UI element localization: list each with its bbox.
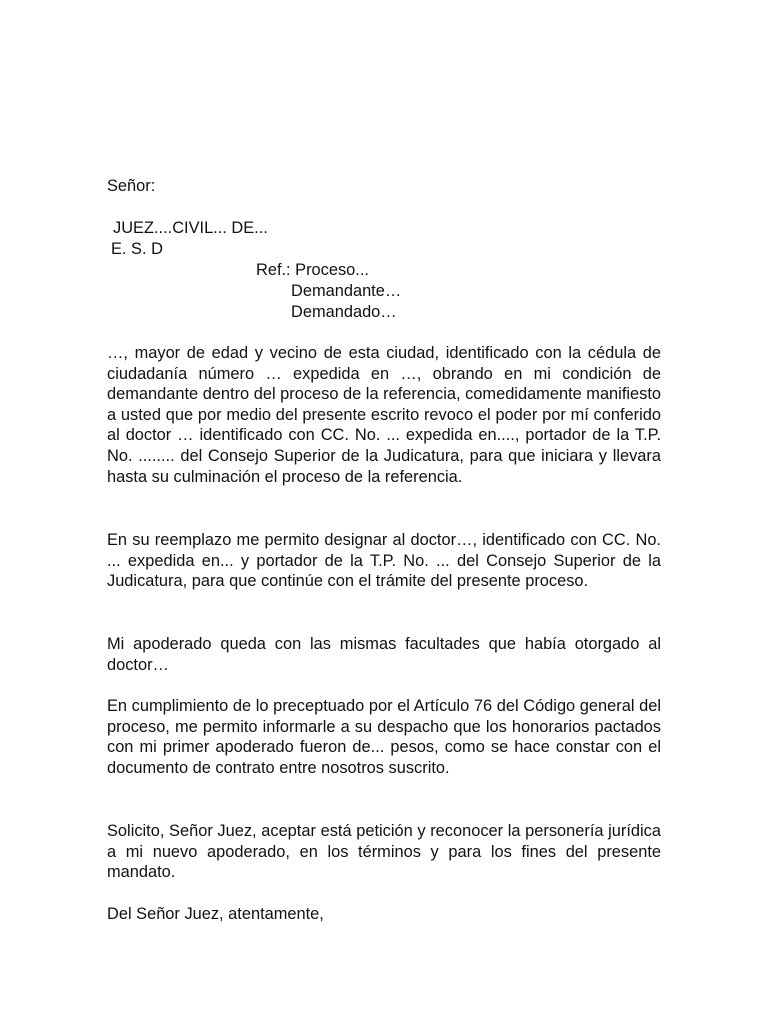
paragraph-replacement: En su reemplazo me permito designar al doctor…, identificado con CC. No. ... expedida en... y portador de la T.P. No. ... del Consejo Superior de la Judicatura, para que continúe con el trámite del presente proceso. (107, 531, 661, 591)
reference-process: Ref.: Proceso... (256, 261, 369, 279)
closing: Del Señor Juez, atentamente, (107, 905, 324, 923)
reference-defendant: Demandado… (291, 303, 397, 321)
salutation: Señor: (107, 177, 156, 195)
paragraph-fees: En cumplimiento de lo preceptuado por el Artículo 76 del Código general del proceso, me permito informarle a su despacho que los honorarios pactados con mi primer apoderado fueron de... pesos, como se hace constar con el documento de contrato entre nosotros suscrito. (107, 697, 661, 777)
paragraph-faculties: Mi apoderado queda con las mismas facultades que había otorgado al doctor… (107, 635, 661, 674)
paragraph-revocation: …, mayor de edad y vecino de esta ciudad, identificado con la cédula de ciudadanía número … expedida en …, obrando en mi condición de demandante dentro del proceso de la referencia, comedidamente manifiesto a usted que por medio del presente escrito revoco el poder por mí conferido al doctor … identificado con CC. No. ... expedida en...., portador de la T.P. No. ........ del Consejo Superior de la Judicatura, para que iniciara y llevara hasta su culminación el proceso de la referencia. (107, 344, 661, 486)
paragraph-request: Solicito, Señor Juez, aceptar está petición y reconocer la personería jurídica a mi nuevo apoderado, en los términos y para los fines del presente mandato. (107, 822, 661, 882)
addressee-esd: E. S. D (111, 240, 163, 258)
reference-plaintiff: Demandante… (291, 282, 402, 300)
addressee-judge: JUEZ....CIVIL... DE... (113, 219, 268, 237)
